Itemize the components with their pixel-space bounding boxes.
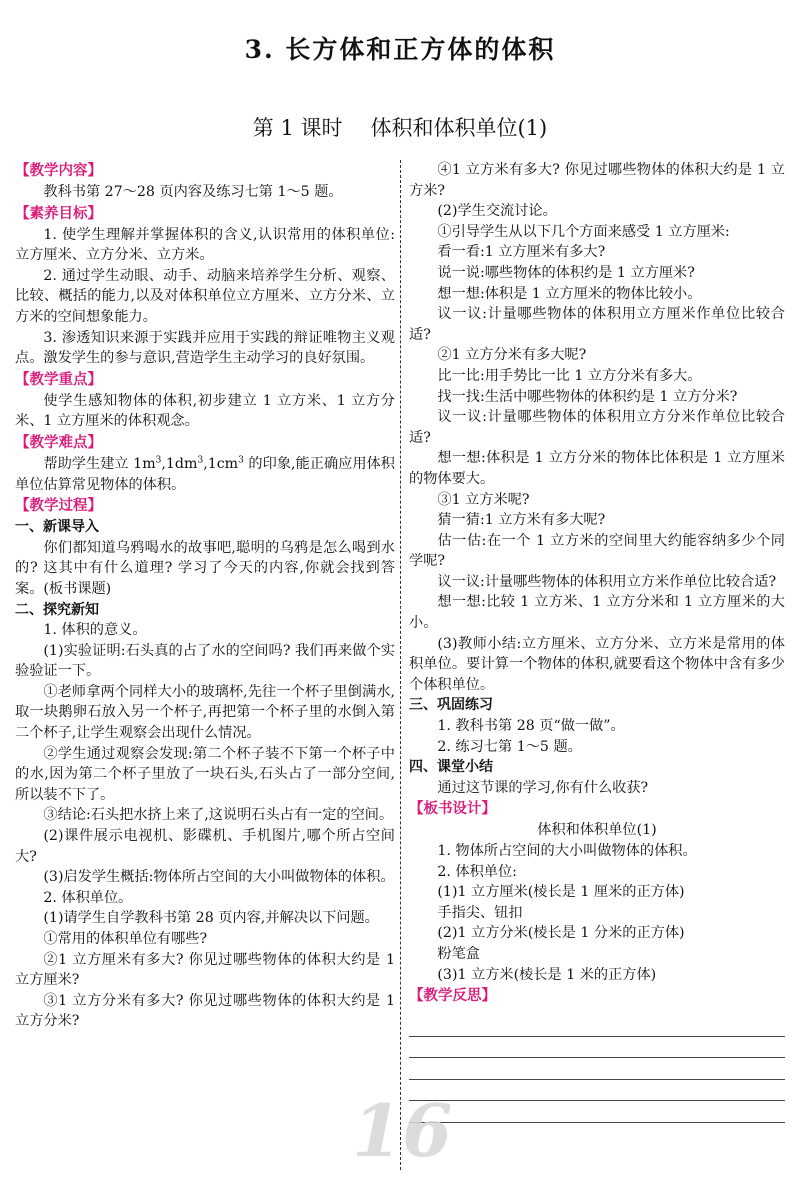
step-heading: 一、新课导入 bbox=[15, 519, 99, 536]
lesson-subtitle bbox=[0, 112, 800, 142]
section-heading: 【教学重点】 bbox=[15, 371, 102, 388]
paragraph: 教科书第 27～28 页内容及练习七第 1～5 题。 bbox=[43, 184, 343, 200]
paragraph: 比一比:用手势比一比 1 立方分米有多大。 bbox=[437, 367, 702, 384]
step-heading: 二、探究新知 bbox=[15, 601, 99, 618]
paragraph: 说一说:哪些物体的体积约是 1 立方厘米? bbox=[437, 264, 695, 281]
paragraph: 猜一猜:1 立方米有多大呢? bbox=[437, 512, 606, 529]
unit-exponent: 3 bbox=[155, 455, 162, 466]
paragraph: ③结论:石头把水挤上来了,这说明石头占有一定的空间。 bbox=[43, 807, 394, 824]
board-line: 1. 物体所占空间的大小叫做物体的体积。 bbox=[437, 843, 697, 859]
paragraph: 想一想:体积是 1 立方厘米的物体比较小。 bbox=[437, 285, 702, 302]
paragraph: 使学生感知物体的体积,初步建立 1 立方米、1 立方分米、1 立方厘米的体积观念。 bbox=[15, 392, 395, 430]
paragraph: ③1 立方分米有多大? 你见过哪些物体的体积大约是 1 立方分米? bbox=[15, 992, 395, 1030]
paragraph: ③1 立方米呢? bbox=[437, 491, 530, 508]
paragraph: 2. 练习七第 1～5 题。 bbox=[437, 738, 582, 755]
writing-line[interactable] bbox=[409, 1101, 785, 1123]
board-title: 体积和体积单位(1) bbox=[537, 822, 657, 839]
paragraph: 估一估:在一个 1 立方米的空间里大约能容纳多少个同学呢? bbox=[409, 532, 785, 570]
text-run: ,1cm bbox=[203, 455, 239, 472]
paragraph: (3)教师小结:立方厘米、立方分米、立方米是常用的体积单位。要计算一个物体的体积,就要看这个物体中含有多少个体积单位。 bbox=[409, 635, 785, 693]
paragraph: 1. 体积的意义。 bbox=[43, 622, 147, 639]
section-heading: 【素养目标】 bbox=[15, 205, 102, 222]
units-paragraph bbox=[15, 454, 395, 495]
step-heading: 四、课堂小结 bbox=[409, 759, 493, 776]
paragraph: (2)课件展示电视机、影碟机、手机图片,哪个所占空间大? bbox=[15, 828, 395, 865]
paragraph: ②1 立方分米有多大呢? bbox=[437, 347, 587, 364]
paragraph: ④1 立方米有多大? 你见过哪些物体的体积大约是 1 立方米? bbox=[409, 162, 785, 199]
board-line: 2. 体积单位: bbox=[437, 863, 517, 880]
paragraph: 2. 体积单位。 bbox=[43, 889, 133, 906]
paragraph: 1. 教科书第 28 页“做一做”。 bbox=[437, 718, 625, 735]
paragraph: 看一看:1 立方厘米有多大? bbox=[437, 244, 606, 261]
writing-line[interactable] bbox=[409, 1037, 785, 1059]
writing-line[interactable] bbox=[409, 1080, 785, 1102]
paragraph: ②1 立方厘米有多大? 你见过哪些物体的体积大约是 1 立方厘米? bbox=[15, 951, 395, 989]
board-line: (2)1 立方分米(棱长是 1 分米的正方体) bbox=[437, 925, 685, 942]
section-heading: 【教学内容】 bbox=[15, 163, 102, 179]
paragraph: 你们都知道乌鸦喝水的故事吧,聪明的乌鸦是怎么喝到水的? 这其中有什么道理? 学习了今天的内容,你就会找到答案。(板书课题) bbox=[15, 539, 395, 597]
text-run: 帮助学生建立 1m bbox=[43, 455, 156, 472]
paragraph: 找一找:生活中哪些物体的体积约是 1 立方分米? bbox=[437, 388, 738, 405]
text-run: ,1dm bbox=[161, 455, 198, 472]
paragraph: 议一议:计量哪些物体的体积用立方米作单位比较合适? bbox=[437, 573, 777, 590]
paragraph: ①老师拿两个同样大小的玻璃杯,先往一个杯子里倒满水,取一块鹅卵石放入另一个杯子,再把第一个杯子里的水倒入第二个杯子,让学生观察会出现什么情况。 bbox=[15, 683, 395, 742]
page-number: 16 bbox=[352, 1088, 453, 1173]
section-heading: 【教学反思】 bbox=[409, 988, 496, 1005]
right-column bbox=[409, 160, 785, 1123]
board-line: (1)1 立方厘米(棱长是 1 厘米的正方体) bbox=[437, 884, 685, 901]
column-divider bbox=[400, 160, 401, 1170]
paragraph: (3)启发学生概括:物体所占空间的大小叫做物体的体积。 bbox=[43, 869, 395, 886]
section-heading: 【教学难点】 bbox=[15, 434, 102, 451]
board-line: 粉笔盒 bbox=[437, 945, 480, 962]
paragraph: 1. 使学生理解并掌握体积的含义,认识常用的体积单位:立方厘米、立方分米、立方米。 bbox=[15, 226, 395, 264]
step-heading: 三、巩固练习 bbox=[409, 697, 493, 714]
left-column bbox=[15, 160, 395, 1032]
paragraph: (1)实验证明:石头真的占了水的空间吗? 我们再来做个实验验证一下。 bbox=[15, 642, 395, 680]
writing-line[interactable] bbox=[409, 1015, 785, 1037]
paragraph: (1)请学生自学教科书第 28 页内容,并解决以下问题。 bbox=[43, 910, 379, 927]
writing-line[interactable] bbox=[409, 1058, 785, 1080]
paragraph: 3. 渗透知识来源于实践并应用于实践的辩证唯物主义观点。激发学生的参与意识,营造学生主动学习的良好氛围。 bbox=[15, 329, 395, 367]
paragraph: (2)学生交流讨论。 bbox=[437, 203, 557, 220]
paragraph: 2. 通过学生动眼、动手、动脑来培养学生分析、观察、比较、概括的能力,以及对体积单位立方厘米、立方分米、立方米的空间想象能力。 bbox=[15, 267, 395, 325]
section-heading: 【教学过程】 bbox=[15, 498, 102, 515]
reflection-lines bbox=[409, 1015, 785, 1123]
paragraph: 议一议:计量哪些物体的体积用立方分米作单位比较合适? bbox=[409, 409, 785, 446]
paragraph: ①常用的体积单位有哪些? bbox=[43, 931, 208, 947]
unit-exponent: 3 bbox=[238, 455, 244, 466]
page-title: 3. 长方体和正方体的体积 bbox=[244, 35, 556, 64]
paragraph: ①引导学生从以下几个方面来感受 1 立方厘米: bbox=[437, 223, 730, 240]
text-run: 的印象,能正确应用体积单位估算常见物体的体积。 bbox=[15, 455, 395, 493]
paragraph: ②学生通过观察会发现:第二个杯子装不下第一个杯子中的水,因为第二个杯子里放了一块石头,石头占了一部分空间,所以装不下了。 bbox=[15, 745, 395, 803]
section-heading: 【板书设计】 bbox=[409, 801, 496, 818]
lesson-topic: 体积和体积单位(1) bbox=[370, 116, 548, 140]
board-line: (3)1 立方米(棱长是 1 米的正方体) bbox=[437, 966, 657, 983]
paragraph: 想一想:比较 1 立方米、1 立方分米和 1 立方厘米的大小。 bbox=[409, 594, 785, 632]
board-line: 手指尖、钮扣 bbox=[437, 904, 523, 921]
paragraph: 想一想:体积是 1 立方分米的物体比体积是 1 立方厘米的物体要大。 bbox=[409, 450, 785, 487]
unit-exponent: 3 bbox=[197, 455, 204, 466]
paragraph: 通过这节课的学习,你有什么收获? bbox=[437, 779, 649, 796]
paragraph: 议一议:计量哪些物体的体积用立方厘米作单位比较合适? bbox=[409, 306, 785, 343]
lesson-number: 第 1 课时 bbox=[252, 116, 343, 140]
